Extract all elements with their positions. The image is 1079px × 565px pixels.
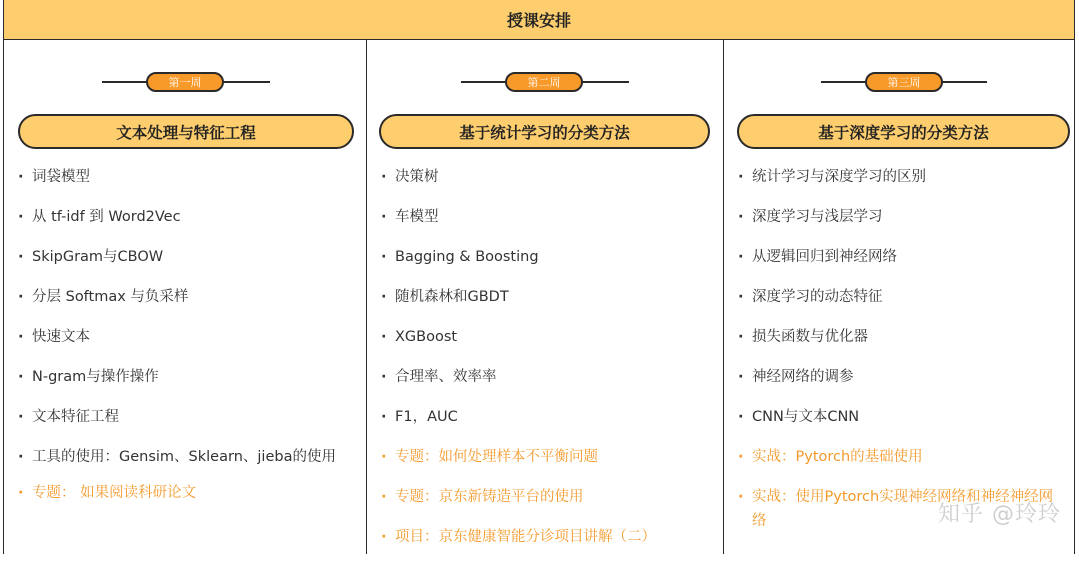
week-badge-label: 第三周 <box>887 76 921 89</box>
list-item: · SkipGram与CBOW <box>18 245 352 269</box>
topic-title: 基于统计学习的分类方法 <box>459 123 630 142</box>
week-badge <box>865 72 943 92</box>
list-item: · 决策树 <box>381 165 709 189</box>
list-item: · 从 tf-idf 到 Word2Vec <box>18 205 352 229</box>
list-item-special-topic: · 专题： 如果阅读科研论文 <box>18 481 352 505</box>
week-badge-label: 第一周 <box>168 76 202 89</box>
list-item: · CNN与文本CNN <box>738 405 1060 429</box>
week-column-2 <box>366 40 723 554</box>
list-item: · 分层 Softmax 与负采样 <box>18 285 352 309</box>
list-item: · 工具的使用：Gensim、Sklearn、jieba的使用 <box>18 445 352 469</box>
list-item: · 快速文本 <box>18 325 352 349</box>
list-item: · 随机森林和GBDT <box>381 285 709 309</box>
list-item: · 车模型 <box>381 205 709 229</box>
list-item: · XGBoost <box>381 325 709 349</box>
topic-title: 文本处理与特征工程 <box>116 123 256 142</box>
list-item-special-topic: · 专题：如何处理样本不平衡问题 <box>381 445 709 469</box>
list-item: · N-gram与操作操作 <box>18 365 352 389</box>
topic-list <box>381 165 709 565</box>
list-item: · 统计学习与深度学习的区别 <box>738 165 1060 189</box>
list-item: · 从逻辑回归到神经网络 <box>738 245 1060 269</box>
week-column-1 <box>3 40 366 554</box>
week-column-3 <box>723 40 1075 554</box>
list-item: · 词袋模型 <box>18 165 352 189</box>
list-item: · 损失函数与优化器 <box>738 325 1060 349</box>
topic-banner <box>18 114 354 149</box>
week-label-group <box>4 70 366 94</box>
list-item: · F1，AUC <box>381 405 709 429</box>
list-item-special-topic: · 专题：京东新铸造平台的使用 <box>381 485 709 509</box>
week-badge-label: 第二周 <box>527 76 561 89</box>
page-title <box>3 0 1075 40</box>
topic-list <box>18 165 352 521</box>
list-item: · Bagging & Boosting <box>381 245 709 269</box>
topic-banner <box>737 114 1070 149</box>
list-item: · 神经网络的调参 <box>738 365 1060 389</box>
list-item-project: · 项目：京东健康智能分诊项目讲解（二） <box>381 525 709 549</box>
list-item: · 深度学习的动态特征 <box>738 285 1060 309</box>
list-item: · 深度学习与浅层学习 <box>738 205 1060 229</box>
watermark: 知乎 @玲玲 <box>938 502 1061 527</box>
list-item-practice: · 实战：使用Pytorch实现神经网络和神经神经网络 <box>738 485 1060 533</box>
list-item: · 文本特征工程 <box>18 405 352 429</box>
topic-banner <box>379 114 710 149</box>
week-label-group <box>367 70 723 94</box>
list-item-practice: · 实战：Pytorch的基础使用 <box>738 445 1060 469</box>
week-badge <box>505 72 583 92</box>
topic-title: 基于深度学习的分类方法 <box>818 123 989 142</box>
topic-list <box>738 165 1060 549</box>
page-title-text: 授课安排 <box>506 11 571 30</box>
week-badge <box>146 72 224 92</box>
list-item: · 合理率、效率率 <box>381 365 709 389</box>
week-label-group <box>724 70 1074 94</box>
